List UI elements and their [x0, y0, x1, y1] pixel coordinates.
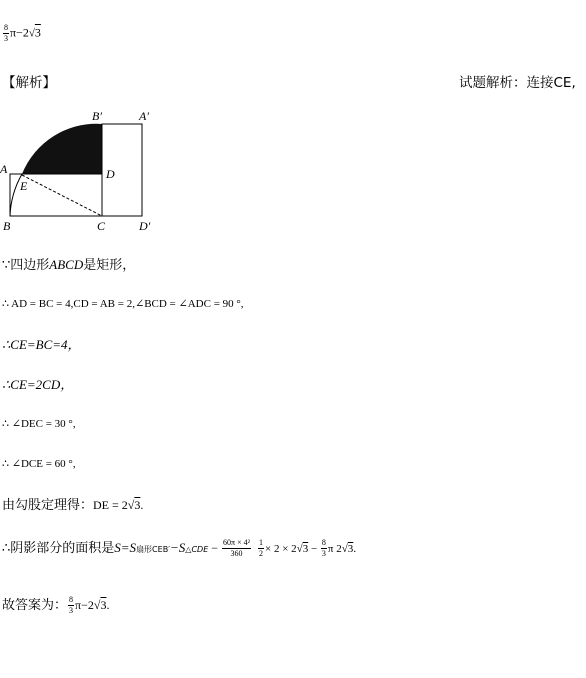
line-final-answer: 故答案为： $\frac{8}{3}$ π−2√3.	[2, 595, 110, 615]
shaded-sector-region	[22, 124, 102, 174]
line8-end: .	[353, 541, 357, 555]
line8-tail: 2	[333, 543, 342, 555]
line-ce-bc: ∴CE=BC=4，	[2, 337, 81, 352]
line-ce-2cd: ∴CE=2CD，	[2, 377, 74, 392]
label-b-prime: B′	[92, 109, 102, 123]
line-angle-dce: ∴ ∠DCE = 60 °,	[2, 458, 76, 470]
line8-frac2-den: 3	[321, 549, 326, 558]
line8-frac2-num: 8	[321, 538, 326, 547]
answer-fraction	[3, 24, 9, 43]
line9-lead: 故答案为：	[2, 598, 68, 613]
analysis-intro: 试题解析：连接CE,	[459, 75, 576, 91]
line9-radicand: 3	[100, 598, 107, 612]
line8-mid: × 2 × 2	[264, 543, 297, 555]
line9-end: .	[106, 598, 110, 612]
label-b: B	[3, 219, 11, 233]
line8-dash: −	[208, 541, 222, 555]
line9-fraction	[68, 596, 74, 615]
line-lengths: ∴ AD = BC = 4,CD = AB = 2,∠BCD = ∠ADC = 90 °,	[2, 298, 244, 310]
line-rectangle	[2, 254, 135, 273]
line8-half-den: 2	[258, 549, 263, 558]
answer-fraction-numerator: 8	[4, 23, 8, 32]
line8-half-num: 1	[258, 538, 263, 547]
line9-tail: π−2	[75, 598, 94, 612]
line7-expr: DE = 2	[93, 498, 128, 512]
line-shaded-area: ∴阴影部分的面积是S=S扇形CEB′−S△CDE − $\frac{\text{60π × 4²}}{360}$ $\frac{1}{2}$ × 2 × 2√3 − $\frac{8}{3}$ π 2√3.	[2, 538, 357, 558]
line8-fraction-half	[258, 539, 264, 558]
line9-frac-num: 8	[69, 595, 74, 604]
line-angle-dec: ∴ ∠DEC = 30 °,	[2, 418, 76, 430]
label-a: A	[0, 162, 8, 176]
label-c: C	[97, 219, 106, 233]
geometry-diagram	[0, 105, 170, 235]
line8-radicand2: 3	[347, 543, 354, 555]
line1-var: ABCD	[49, 257, 84, 272]
analysis-heading: 【解析】	[2, 75, 56, 91]
line8-sub-sector: 扇形CEB′	[136, 545, 171, 554]
line8-fraction-result	[321, 539, 327, 558]
line8-minus-s: −S	[170, 540, 186, 555]
top-answer: $\frac{8}{3}$ π−2√3	[4, 23, 41, 43]
answer-radicand: 3	[34, 25, 41, 40]
label-d: D	[106, 167, 115, 181]
label-e: E	[20, 179, 28, 193]
label-a-prime: A′	[139, 109, 149, 123]
line1-lead: ∵四边形	[2, 258, 50, 273]
answer-tail: π−2	[10, 25, 29, 40]
line8-sub-triangle: △CDE	[185, 545, 209, 554]
line8-radicand: 3	[302, 543, 309, 555]
line9-frac-den: 3	[69, 606, 74, 615]
answer-fraction-denominator: 3	[4, 34, 8, 43]
line8-s: S=S	[114, 540, 137, 555]
line8-frac1-den: 360	[230, 549, 243, 558]
line8-pi: π	[327, 543, 334, 555]
line7-end: .	[140, 498, 144, 512]
line8-dash2: −	[308, 543, 320, 555]
line7-lead: 由勾股定理得：	[2, 498, 94, 513]
line7-radicand: 3	[134, 498, 141, 512]
line8-fraction-sector	[222, 539, 251, 558]
line-pythagoras: 由勾股定理得：DE = 2√3.	[2, 498, 144, 513]
line8-lead: ∴阴影部分的面积是	[2, 541, 115, 556]
line8-frac1-num: 60π × 4²	[223, 538, 250, 547]
label-d-prime: D′	[139, 219, 151, 233]
segment-ce	[22, 175, 102, 216]
line1-tail: 是矩形，	[83, 258, 136, 273]
